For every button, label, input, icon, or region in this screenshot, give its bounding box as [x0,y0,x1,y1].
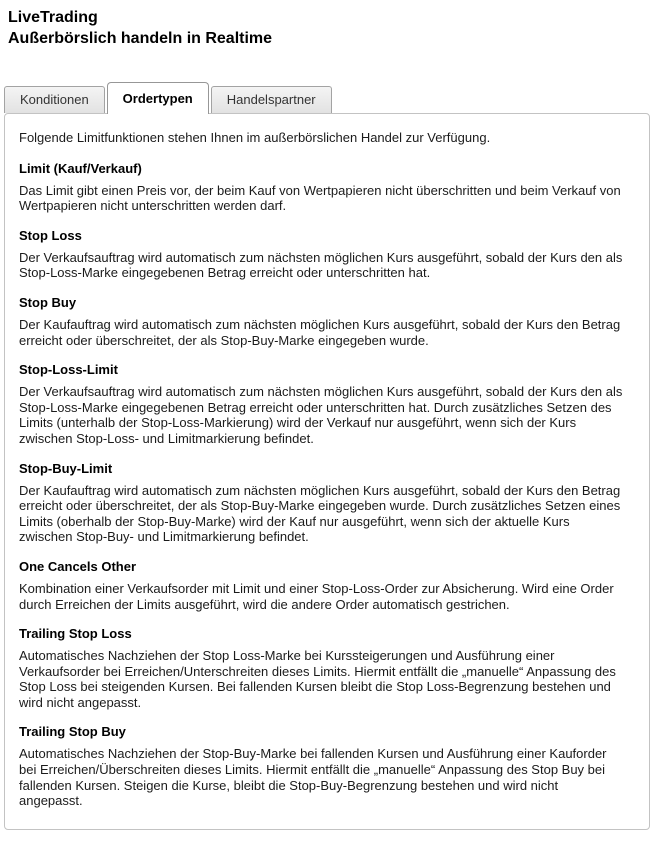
section-body: Der Kaufauftrag wird automatisch zum nächsten möglichen Kurs ausgeführt, sobald der Kurs den Betrag erreicht oder überschreitet, der als Stop-Buy-Marke eingegeben wurde. Durch zusätzliches Setzen eines Limits (oberhalb der Stop-Buy-Marke) wird der Kauf nur ausgeführt, wenn sich der aktuelle Kurs zwischen Stop-Buy- und Limitmarkierung befindet. [19,482,621,545]
section-heading: Stop Loss [19,227,82,243]
section-heading: Trailing Stop Loss [19,626,132,642]
section-heading: Limit (Kauf/Verkauf) [19,160,142,176]
section-stop-loss [19,228,625,281]
content-panel [4,113,650,830]
section-body: Automatisches Nachziehen der Stop Loss-Marke bei Kurssteigerungen und Ausführung einer Verkaufsorder bei Erreichen/Unterschreiten dieses Limits. Hiermit entfällt die „manuelle“ Anpassung des Stop Loss bei steigenden Kursen. Bei fallenden Kursen bleibt die Stop Loss-Begrenzung bestehen und wird nicht angepasst. [19,648,616,710]
tab-konditionen[interactable]: Konditionen [4,86,105,113]
section-body: Der Kaufauftrag wird automatisch zum nächsten möglichen Kurs ausgeführt, sobald der Kurs den Betrag erreicht oder überschreitet, der als Stop-Buy-Marke eingegeben wurde. [19,316,621,348]
section-heading: Stop Buy [19,294,77,310]
page-title: LiveTrading [8,9,98,26]
section-stop-buy-limit [19,461,625,545]
section-body: Das Limit gibt einen Preis vor, der beim Kauf von Wertpapieren nicht überschritten und beim Verkauf von Wertpapieren nicht unterschritten werden darf. [19,182,621,214]
page-header [0,0,656,49]
section-body: Der Verkaufsauftrag wird automatisch zum nächsten möglichen Kurs ausgeführt, sobald der Kurs den als Stop-Loss-Marke eingegebenen Betrag erreicht oder unterschritten hat. Durch zusätzliches Setzen des Limits (unterhalb der Stop-Loss-Markierung) wird der Verkauf nur ausgeführt, wenn sich der Kurs zwischen Stop-Loss- und Limitmarkierung befindet. [19,384,623,446]
section-stop-loss-limit [19,362,625,446]
section-limit [19,161,625,214]
page-subtitle: Außerbörslich handeln in Realtime [8,30,273,47]
tab-ordertypen[interactable]: Ordertypen [107,82,209,114]
section-trailing-stop-loss [19,626,625,710]
section-one-cancels-other [19,559,625,612]
tab-handelspartner[interactable]: Handelspartner [211,86,332,113]
section-body: Automatisches Nachziehen der Stop-Buy-Marke bei fallenden Kursen und Ausführung einer Kauforder bei Erreichen/Überschreiten dieses Limits. Hiermit entfällt die „manuelle“ Anpassung des Stop Buy bei fallenden Kursen. Steigen die Kurse, bleibt die Stop-Buy-Begrenzung bestehen und wird nicht angepasst. [19,746,607,809]
intro-text: Folgende Limitfunktionen stehen Ihnen im außerbörslichen Handel zur Verfügung. [19,130,491,145]
section-heading: Trailing Stop Buy [19,724,126,740]
section-stop-buy [19,295,625,348]
section-body: Kombination einer Verkaufsorder mit Limit und einer Stop-Loss-Order zur Absicherung. Wird eine Order durch Erreichen der Limits ausgeführt, wird die andere Order automatisch gestrichen. [19,580,614,612]
section-body: Der Verkaufsauftrag wird automatisch zum nächsten möglichen Kurs ausgeführt, sobald der Kurs den als Stop-Loss-Marke eingegebenen Betrag erreicht oder unterschritten hat. [19,249,623,281]
section-heading: One Cancels Other [19,558,137,574]
section-trailing-stop-buy [19,724,625,808]
tab-bar [4,82,656,113]
section-heading: Stop-Loss-Limit [19,362,118,378]
section-heading: Stop-Buy-Limit [19,460,113,476]
